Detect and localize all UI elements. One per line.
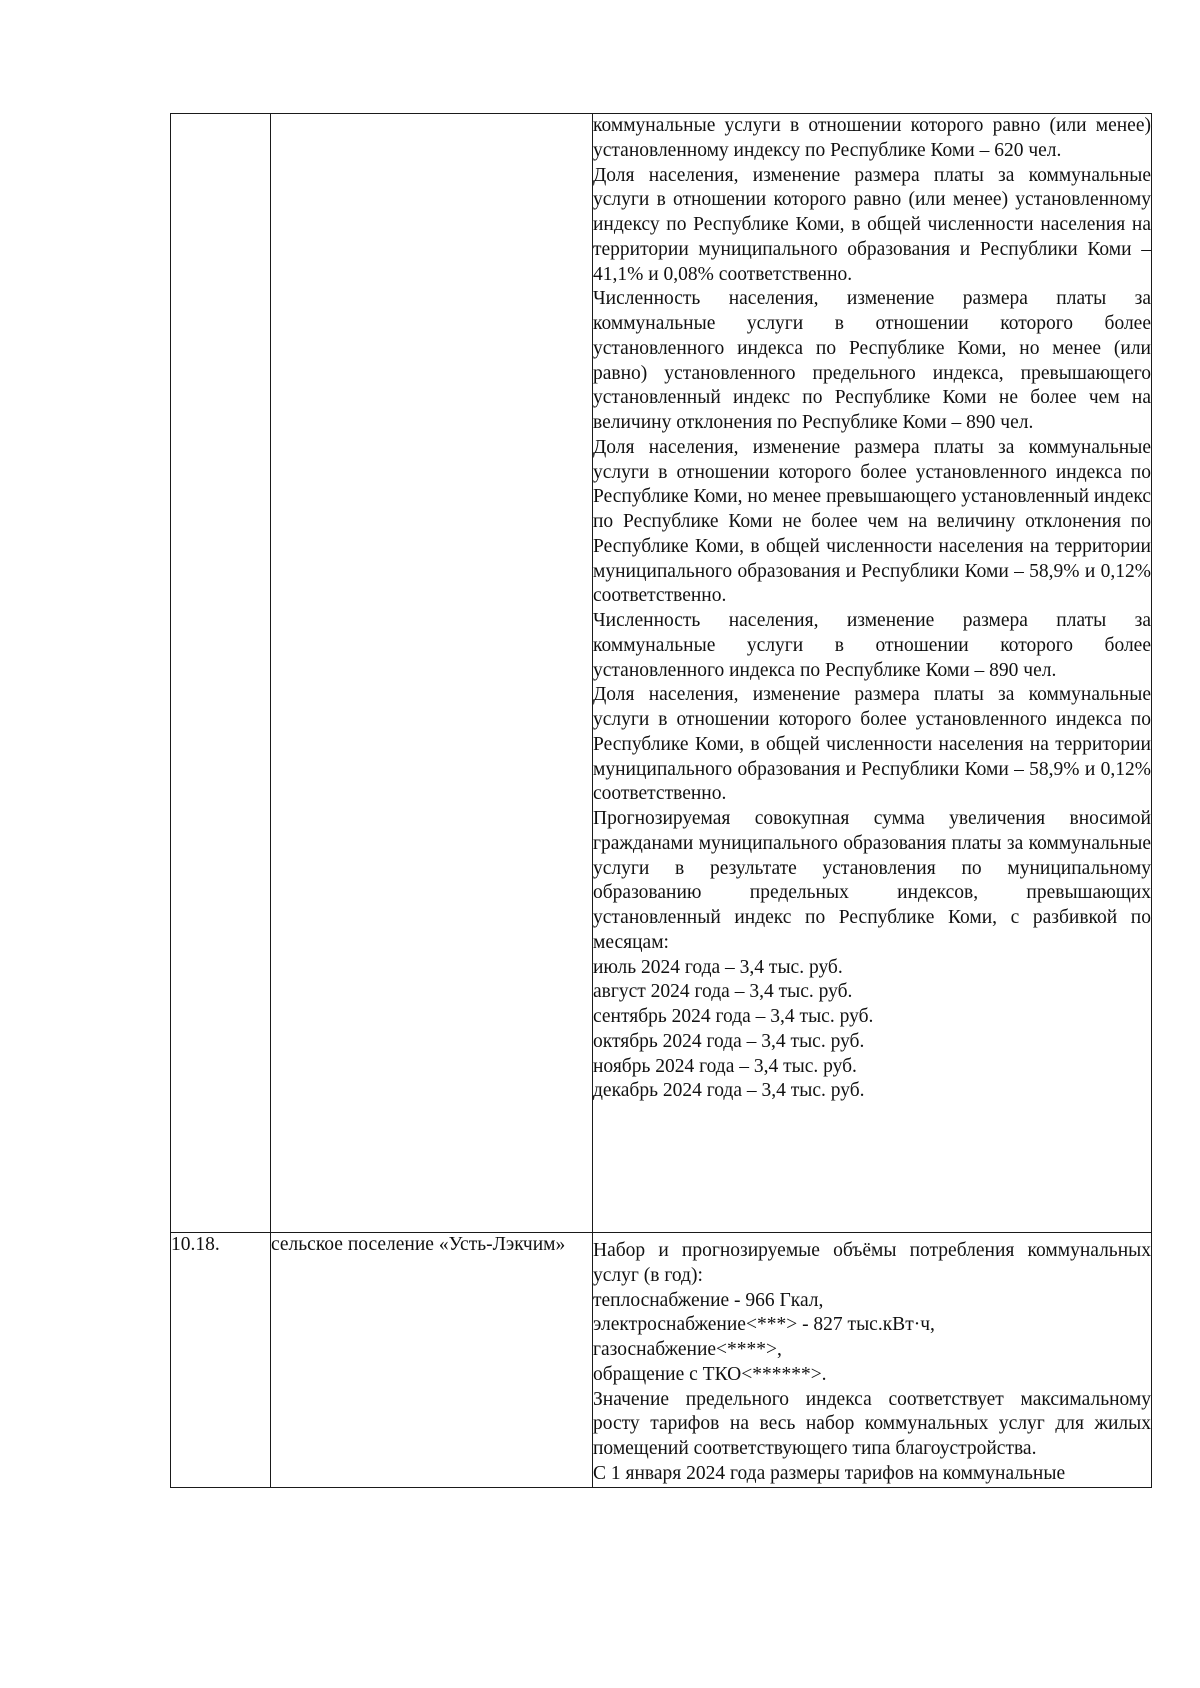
row-number-cell	[171, 114, 271, 1233]
paragraph-share-within-limit: Доля населения, изменение размера платы за коммунальные услуги в отношении которого более установленного индекса по Республике Коми, но менее превышающего установленный индекс по Республике Коми не более чем на величину отклонения по Республике Коми, в общей численности населения на территории муниципального образования и Республики Коми – 58,9% и 0,12% соответственно.	[593, 436, 1151, 607]
month-forecast-september: сентябрь 2024 года – 3,4 тыс. руб.	[593, 1006, 874, 1027]
month-forecast-november: ноябрь 2024 года – 3,4 тыс. руб.	[593, 1055, 857, 1077]
paragraph-index-note: Значение предельного индекса соответствует максимальному росту тарифов на весь набор коммунальных услуг для жилых помещений соответствующего типа благоустройства.	[593, 1388, 1151, 1459]
month-forecast-august: август 2024 года – 3,4 тыс. руб.	[593, 981, 853, 1003]
municipality-name-cell	[271, 114, 593, 1233]
paragraph-share-above: Доля населения, изменение размера платы за коммунальные услуги в отношении которого более установленного индекса по Республике Коми, в общей численности населения на территории муниципального образования и Республики Коми – 58,9% и 0,12% соответственно.	[593, 684, 1151, 805]
service-electricity: электроснабжение<***> - 827 тыс.кВт·ч,	[593, 1314, 935, 1336]
table-row	[171, 114, 1152, 1233]
description-cell	[593, 114, 1152, 1233]
paragraph-share-equal: Доля населения, изменение размера платы за коммунальные услуги в отношении которого равно (или менее) установленному индексу по Республике Коми, в общей численности населения на территории муниципального образования и Республики Коми – 41,1% и 0,08% соответственно.	[593, 164, 1151, 285]
month-forecast-october: октябрь 2024 года – 3,4 тыс. руб.	[593, 1030, 865, 1052]
table-row	[171, 1233, 1152, 1488]
month-forecast-july: июль 2024 года – 3,4 тыс. руб.	[593, 956, 843, 978]
row-number-cell: 10.18.	[171, 1233, 271, 1488]
paragraph-population-above: Численность населения, изменение размера платы за коммунальные услуги в отношении которого более установленного индекса по Республике Коми – 890 чел.	[593, 610, 1151, 681]
paragraph-population-equal: коммунальные услуги в отношении которого равно (или менее) установленному индексу по Республике Коми – 620 чел.	[593, 115, 1151, 161]
service-waste: обращение с ТКО<******>.	[593, 1363, 827, 1385]
service-heat: теплоснабжение - 966 Гкал,	[593, 1289, 824, 1311]
paragraph-population-within-limit: Численность населения, изменение размера платы за коммунальные услуги в отношении которого более установленного индекса по Республике Коми, но менее (или равно) установленного предельного индекса, превышающего установленный индекс по Республике Коми не более чем на величину отклонения по Республике Коми – 890 чел.	[593, 288, 1151, 433]
municipality-name-cell: сельское поселение «Усть-Лэкчим»	[271, 1233, 593, 1488]
document-table	[170, 113, 1152, 1488]
month-forecast-december: декабрь 2024 года – 3,4 тыс. руб.	[593, 1080, 865, 1102]
service-gas: газоснабжение<****>,	[593, 1339, 782, 1360]
description-cell	[593, 1233, 1152, 1488]
paragraph-tariff-tail: С 1 января 2024 года размеры тарифов на коммунальные	[593, 1462, 1066, 1484]
paragraph-forecast-sum: Прогнозируемая совокупная сумма увеличения вносимой гражданами муниципального образования платы за коммунальные услуги в результате установления по муниципальному образованию предельных индексов, превышающих установленный индекс по Республике Коми, с разбивкой по месяцам:	[593, 808, 1151, 953]
paragraph-services-intro: Набор и прогнозируемые объёмы потребления коммунальных услуг (в год):	[593, 1240, 1151, 1286]
